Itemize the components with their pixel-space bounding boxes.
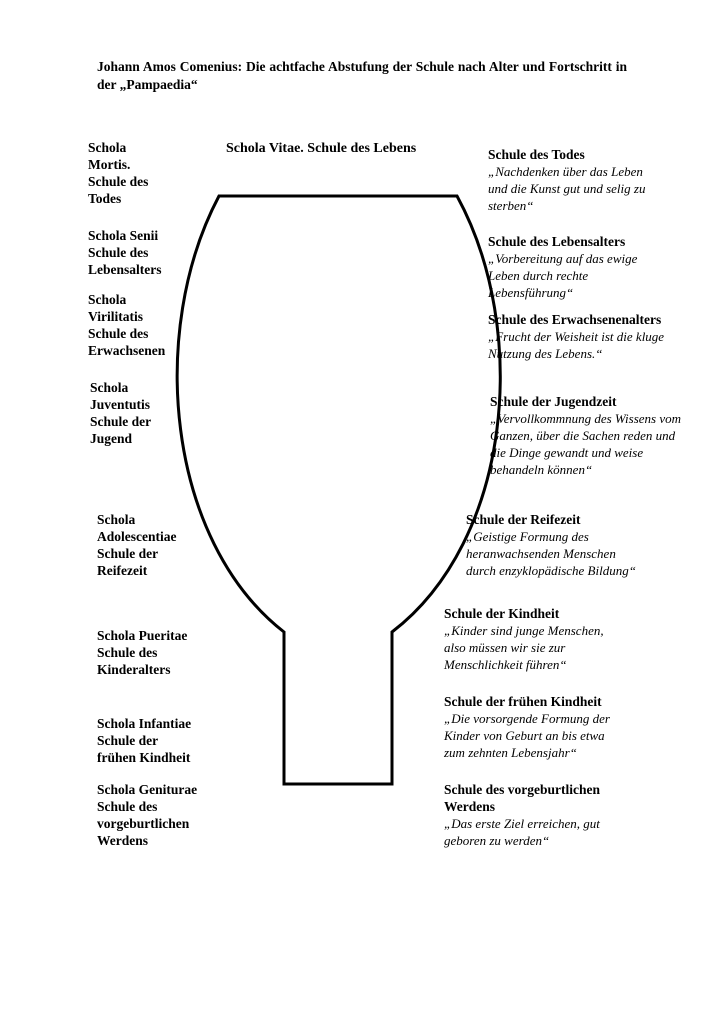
- right-block-quote: „Geistige Formung des heranwachsenden Menschen durch enzyklopädische Bildung“: [466, 529, 636, 578]
- left-label-juventutis: Schola Juventutis Schule der Jugend: [90, 380, 152, 446]
- right-block-title: Schule der Reifezeit: [466, 512, 581, 527]
- left-label-infantiae: Schola Infantiae Schule der frühen Kindheit: [97, 716, 192, 765]
- right-block-title: Schule der frühen Kindheit: [444, 694, 602, 709]
- right-block-kindheit: [444, 605, 704, 673]
- right-block-todes: [488, 146, 713, 214]
- right-block-vorgeburtlich: [444, 781, 704, 849]
- page-title: Johann Amos Comenius: Die achtfache Abstufung der Schule nach Alter und Fortschritt in der „Pampaedia“: [97, 59, 627, 92]
- left-label-adolescentiae: Schola Adolescentiae Schule der Reifezeit: [97, 512, 177, 578]
- right-block-quote: „Das erste Ziel erreichen, gut geboren zu werden“: [444, 816, 600, 848]
- right-block-fruehe-kindheit: [444, 693, 704, 761]
- right-block-lebensalters: [488, 233, 713, 301]
- left-label-mortis: Schola Mortis. Schule des Todes: [88, 140, 149, 206]
- right-block-title: Schule des Erwachsenenalters: [488, 312, 662, 327]
- right-block-quote: „Kinder sind junge Menschen, also müssen wir sie zur Menschlichkeit führen“: [444, 623, 604, 672]
- right-block-quote: „Vervollkommnung des Wissens vom Ganzen, über die Sachen reden und die Dinge gewandt und weise behandeln können“: [490, 411, 682, 477]
- vessel-label: Schola Vitae. Schule des Lebens: [226, 141, 417, 156]
- right-block-reifezeit: [466, 511, 716, 579]
- right-block-jugendzeit: [490, 393, 718, 478]
- right-block-erwachsenenalters: [488, 311, 718, 362]
- right-block-quote: „Die vorsorgende Formung der Kinder von Geburt an bis etwa zum zehnten Lebensjahr“: [444, 711, 610, 760]
- right-block-title: Schule des Lebensalters: [488, 234, 626, 249]
- right-block-title: Schule der Jugendzeit: [490, 394, 617, 409]
- left-label-pueritae: Schola Pueritae Schule des Kinderalters: [97, 628, 188, 677]
- right-block-title: Schule der Kindheit: [444, 606, 560, 621]
- right-block-title: Schule des Todes: [488, 147, 585, 162]
- right-block-quote: „Vorbereitung auf das ewige Leben durch rechte Lebensführung“: [488, 251, 638, 300]
- right-block-quote: „Nachdenken über das Leben und die Kunst gut und selig zu sterben“: [488, 164, 646, 213]
- left-label-virilitatis: Schola Virilitatis Schule des Erwachsenen: [88, 292, 166, 358]
- left-label-geniturae: Schola Geniturae Schule des vorgeburtlichen Werdens: [97, 782, 198, 848]
- right-block-quote: „Frucht der Weisheit ist die kluge Nutzung des Lebens.“: [488, 329, 665, 361]
- left-label-senii: Schola Senii Schule des Lebensalters: [88, 228, 162, 277]
- right-block-title: Schule des vorgeburtlichen Werdens: [444, 782, 601, 814]
